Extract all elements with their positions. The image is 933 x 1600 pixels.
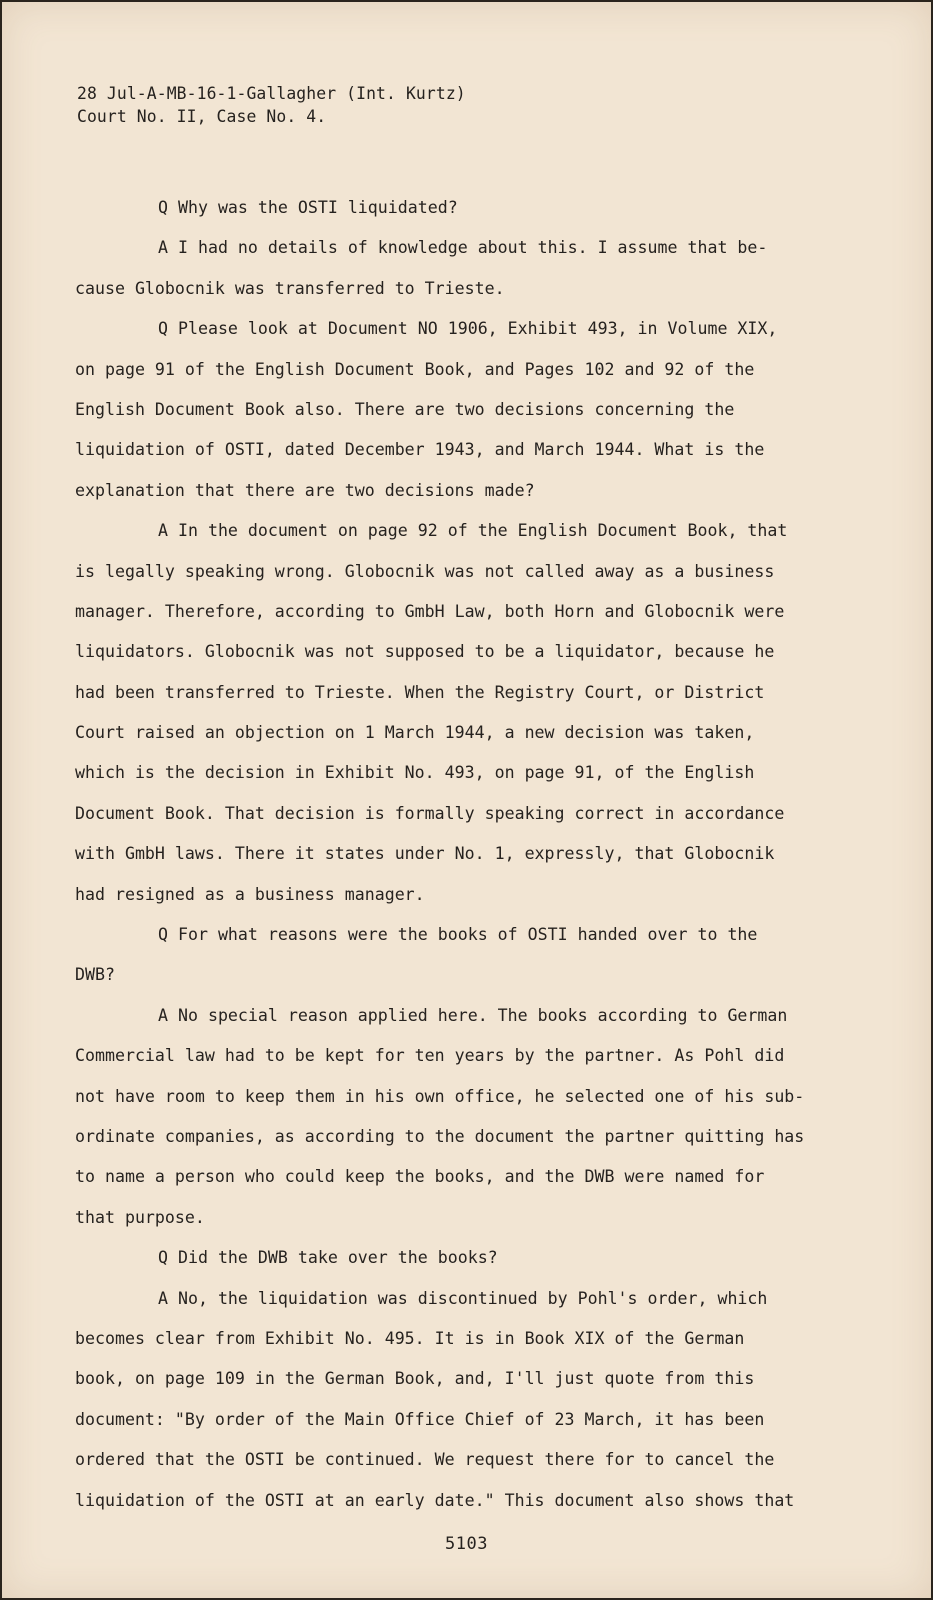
document-page (2, 2, 931, 1598)
text-line: on page 91 of the English Document Book, and Pages 102 and 92 of the (75, 359, 755, 379)
text-line: had been transferred to Trieste. When the Registry Court, or District (75, 682, 765, 702)
text-line: English Document Book also. There are two decisions concerning the (75, 399, 735, 419)
text-line: ordinate companies, as according to the document the partner quitting has (75, 1126, 805, 1146)
text-line: Q Please look at Document NO 1906, Exhibit 493, in Volume XIX, (158, 319, 778, 339)
text-line: manager. Therefore, according to GmbH Law, both Horn and Globocnik were (75, 601, 785, 621)
text-line: had resigned as a business manager. (75, 884, 425, 904)
paragraph (75, 996, 819, 1238)
text-line: liquidators. Globocnik was not supposed to be a liquidator, because he (75, 642, 775, 662)
text-line: book, on page 109 in the German Book, and, I'll just quote from this (75, 1369, 755, 1389)
text-line: becomes clear from Exhibit No. 495. It is in Book XIX of the German (75, 1328, 745, 1348)
text-line: liquidation of the OSTI at an early date." This document also shows that (75, 1490, 795, 1510)
paragraph (75, 1279, 819, 1521)
page-number: 5103 (445, 1534, 488, 1554)
text-line: document: "By order of the Main Office Chief of 23 March, it has been (75, 1409, 765, 1429)
text-line: Q Why was the OSTI liquidated? (158, 198, 458, 217)
text-line: Q For what reasons were the books of OSTI handed over to the (158, 925, 758, 945)
paragraph (75, 188, 819, 228)
text-line: cause Globocnik was transferred to Trieste. (75, 278, 505, 298)
text-line: Document Book. That decision is formally speaking correct in accordance (75, 803, 785, 823)
paragraph (75, 309, 819, 511)
text-line: that purpose. (75, 1207, 205, 1227)
text-line: A No, the liquidation was discontinued by Pohl's order, which (158, 1288, 768, 1308)
transcript-body (75, 188, 819, 1521)
text-line: explanation that there are two decisions made? (75, 480, 535, 500)
text-line: to name a person who could keep the books, and the DWB were named for (75, 1167, 765, 1187)
paragraph (75, 1238, 819, 1278)
header-line-2: Court No. II, Case No. 4. (77, 107, 327, 126)
text-line: Court raised an objection on 1 March 1944, a new decision was taken, (75, 723, 755, 743)
text-line: DWB? (75, 965, 115, 985)
text-line: Q Did the DWB take over the books? (158, 1248, 498, 1268)
text-line: not have room to keep them in his own office, he selected one of his sub- (75, 1086, 805, 1106)
text-line: A In the document on page 92 of the English Document Book, that (158, 521, 788, 541)
document-header (77, 82, 466, 128)
text-line: A I had no details of knowledge about this. I assume that be- (158, 238, 768, 258)
text-line: which is the decision in Exhibit No. 493, on page 91, of the English (75, 763, 755, 783)
text-line: with GmbH laws. There it states under No. 1, expressly, that Globocnik (75, 844, 775, 864)
paragraph (75, 915, 819, 996)
header-line-1: 28 Jul-A-MB-16-1-Gallagher (Int. Kurtz) (77, 84, 466, 103)
text-line: A No special reason applied here. The books according to German (158, 1005, 788, 1025)
text-line: Commercial law had to be kept for ten years by the partner. As Pohl did (75, 1046, 785, 1066)
paragraph (75, 511, 819, 915)
text-line: ordered that the OSTI be continued. We request there for to cancel the (75, 1450, 775, 1470)
text-line: is legally speaking wrong. Globocnik was not called away as a business (75, 561, 775, 581)
text-line: liquidation of OSTI, dated December 1943, and March 1944. What is the (75, 440, 765, 460)
paragraph (75, 228, 819, 309)
